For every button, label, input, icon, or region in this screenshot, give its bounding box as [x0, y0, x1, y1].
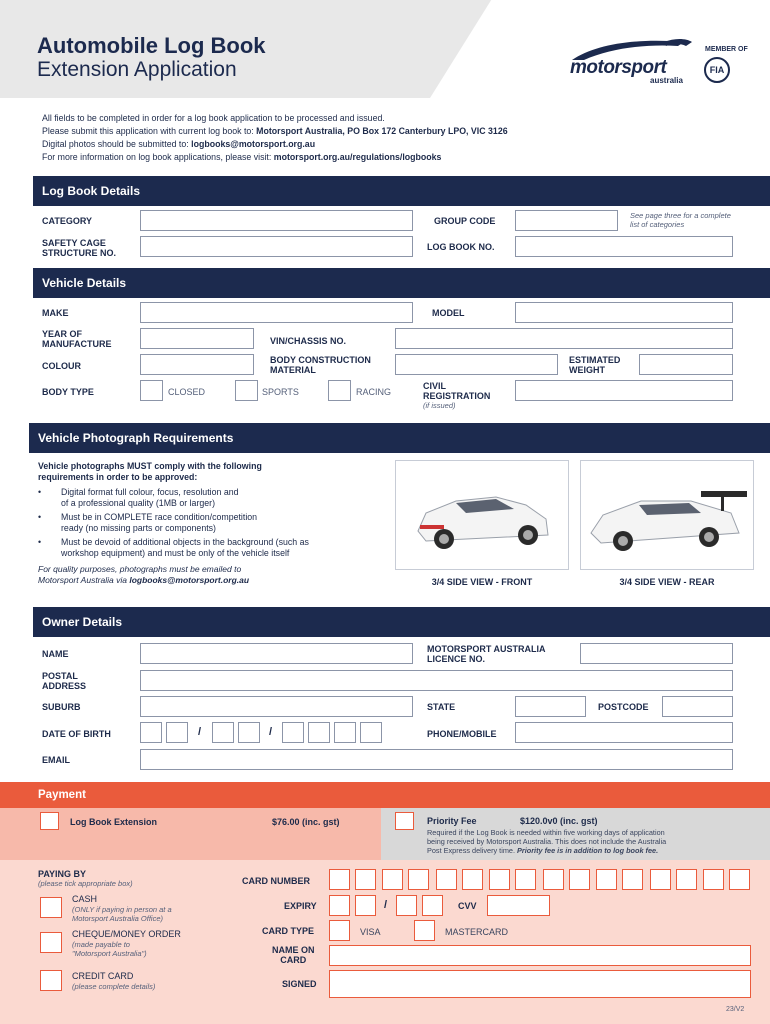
- year-field[interactable]: [140, 328, 254, 349]
- log-book-details-header: Log Book Details: [33, 176, 770, 206]
- make-label: MAKE: [42, 308, 69, 318]
- postal-address-label: POSTAL ADDRESS: [42, 671, 87, 691]
- if-issued-note: (if issued): [423, 401, 456, 410]
- cheque-label: CHEQUE/MONEY ORDER: [72, 929, 181, 939]
- estimated-weight-label: ESTIMATED WEIGHT: [569, 355, 621, 375]
- colour-field[interactable]: [140, 354, 254, 375]
- dob-month-2[interactable]: [238, 722, 260, 743]
- member-of-label: MEMBER OF: [705, 46, 748, 53]
- phone-field[interactable]: [515, 722, 733, 743]
- racing-checkbox[interactable]: [328, 380, 351, 401]
- safety-cage-field[interactable]: [140, 236, 413, 257]
- expiry-year-1[interactable]: [396, 895, 417, 916]
- dob-slash-1: /: [198, 726, 202, 738]
- mastercard-label: MASTERCARD: [445, 927, 509, 937]
- expiry-slash: /: [384, 899, 388, 911]
- postcode-field[interactable]: [662, 696, 733, 717]
- estimated-weight-field[interactable]: [639, 354, 733, 375]
- expiry-month-2[interactable]: [355, 895, 376, 916]
- front-car-image: [396, 461, 568, 569]
- expiry-year-2[interactable]: [422, 895, 443, 916]
- rear-car-image: [581, 461, 753, 569]
- suburb-label: SUBURB: [42, 702, 81, 712]
- safety-cage-label: SAFETY CAGE STRUCTURE NO.: [42, 238, 116, 258]
- credit-card-label: CREDIT CARD: [72, 971, 134, 981]
- year-label: YEAR OF MANUFACTURE: [42, 329, 112, 349]
- expiry-month-1[interactable]: [329, 895, 350, 916]
- card-digit-12[interactable]: [622, 869, 643, 890]
- card-digit-8[interactable]: [515, 869, 536, 890]
- fia-logo: FIA: [704, 57, 730, 83]
- priority-fee-label: Priority Fee: [427, 816, 477, 826]
- card-digit-16[interactable]: [729, 869, 750, 890]
- paying-by-label: PAYING BY: [38, 869, 87, 879]
- log-book-extension-checkbox[interactable]: [40, 812, 59, 830]
- category-field[interactable]: [140, 210, 413, 231]
- caption-rear: 3/4 SIDE VIEW - REAR: [619, 577, 715, 587]
- dob-day-2[interactable]: [166, 722, 188, 743]
- dob-year-1[interactable]: [282, 722, 304, 743]
- photo-quality-note: For quality purposes, photographs must be emailed to Motorsport Australia via logbooks@motorsport.org.au: [38, 564, 250, 585]
- card-digit-3[interactable]: [382, 869, 403, 890]
- model-field[interactable]: [515, 302, 733, 323]
- body-type-label: BODY TYPE: [42, 387, 94, 397]
- postcode-label: POSTCODE: [598, 702, 649, 712]
- card-digit-4[interactable]: [408, 869, 429, 890]
- body-construction-field[interactable]: [395, 354, 558, 375]
- civil-registration-label: CIVIL REGISTRATION: [423, 381, 491, 401]
- vin-label: VIN/CHASSIS NO.: [270, 336, 347, 346]
- colour-label: COLOUR: [42, 361, 81, 371]
- form-title: Automobile Log Book: [37, 33, 266, 58]
- visa-checkbox[interactable]: [329, 920, 350, 941]
- make-field[interactable]: [140, 302, 413, 323]
- dob-slash-2: /: [269, 726, 273, 738]
- signature-field[interactable]: [329, 970, 751, 998]
- cvv-label: CVV: [458, 901, 477, 911]
- mastercard-checkbox[interactable]: [414, 920, 435, 941]
- postal-address-field[interactable]: [140, 670, 733, 691]
- caption-front: 3/4 SIDE VIEW - FRONT: [431, 577, 533, 587]
- vin-field[interactable]: [395, 328, 733, 349]
- credit-card-note: (please complete details): [72, 982, 156, 991]
- log-book-no-label: LOG BOOK NO.: [427, 242, 495, 252]
- intro-line-3: Digital photos should be submitted to: logbooks@motorsport.org.au: [42, 139, 316, 149]
- log-book-extension-label: Log Book Extension: [70, 817, 158, 827]
- civil-registration-field[interactable]: [515, 380, 733, 401]
- cheque-checkbox[interactable]: [40, 932, 62, 953]
- vehicle-details-header: Vehicle Details: [33, 268, 770, 298]
- photo-intro: Vehicle photographs MUST comply with the following requirements in order to be approved:: [38, 461, 262, 482]
- owner-details-header: Owner Details: [33, 607, 770, 637]
- photo-bullets: [38, 487, 378, 559]
- model-label: MODEL: [432, 308, 465, 318]
- cash-note: (ONLY if paying in person at a Motorsport Australia Office): [72, 905, 172, 923]
- card-type-label: CARD TYPE: [262, 926, 315, 936]
- cheque-note: (made payable to "Motorsport Australia"): [72, 940, 147, 958]
- name-label: NAME: [42, 649, 69, 659]
- tick-note: (please tick appropriate box): [38, 879, 133, 888]
- logo-subword: australia: [650, 76, 683, 85]
- closed-label: CLOSED: [168, 387, 206, 397]
- card-digit-1[interactable]: [329, 869, 350, 890]
- intro-line-4: For more information on log book applications, please visit: motorsport.org.au/regulations/logbooks: [42, 152, 442, 162]
- email-label: EMAIL: [42, 755, 70, 765]
- photo-front-frame: [395, 460, 569, 570]
- signed-label: SIGNED: [282, 979, 317, 989]
- licence-field[interactable]: [580, 643, 733, 664]
- suburb-field[interactable]: [140, 696, 413, 717]
- card-digit-11[interactable]: [596, 869, 617, 890]
- phone-label: PHONE/MOBILE: [427, 729, 497, 739]
- priority-fee-note: Required if the Log Book is needed within five working days of application being received by Motorsport Australia. This does not include the Australia Post Express delivery time. Priority fee is in addition to log book fee.: [427, 828, 667, 855]
- sports-label: SPORTS: [262, 387, 299, 397]
- card-digit-15[interactable]: [703, 869, 724, 890]
- dob-label: DATE OF BIRTH: [42, 729, 111, 739]
- payment-header: Payment: [0, 782, 770, 808]
- sports-checkbox[interactable]: [235, 380, 258, 401]
- form-subtitle: Extension Application: [37, 58, 237, 81]
- state-field[interactable]: [515, 696, 586, 717]
- photo-rear-frame: [580, 460, 754, 570]
- card-digit-14[interactable]: [676, 869, 697, 890]
- group-code-label: GROUP CODE: [434, 216, 496, 226]
- licence-label: MOTORSPORT AUSTRALIA LICENCE NO.: [427, 644, 546, 664]
- closed-checkbox[interactable]: [140, 380, 163, 401]
- card-digit-13[interactable]: [650, 869, 671, 890]
- name-on-card-field[interactable]: [329, 945, 751, 966]
- card-digit-7[interactable]: [489, 869, 510, 890]
- dob-year-4[interactable]: [360, 722, 382, 743]
- dob-day-1[interactable]: [140, 722, 162, 743]
- photo-bullet-3: • Must be devoid of additional objects in the background (such as workshop equipment) and must be only of the vehicle itself: [38, 537, 309, 558]
- card-digit-2[interactable]: [355, 869, 376, 890]
- card-digit-10[interactable]: [569, 869, 590, 890]
- email-field[interactable]: [140, 749, 733, 770]
- name-field[interactable]: [140, 643, 413, 664]
- cvv-field[interactable]: [487, 895, 550, 916]
- dob-month-1[interactable]: [212, 722, 234, 743]
- group-code-note: See page three for a complete list of categories: [630, 211, 731, 229]
- card-digit-6[interactable]: [462, 869, 483, 890]
- card-number-label: CARD NUMBER: [242, 876, 310, 886]
- dob-year-3[interactable]: [334, 722, 356, 743]
- photo-requirements-header: Vehicle Photograph Requirements: [29, 423, 770, 453]
- photo-bullet-2: • Must be in COMPLETE race condition/competition ready (no missing parts or components): [38, 512, 258, 533]
- intro-text: [42, 112, 742, 164]
- card-digit-5[interactable]: [436, 869, 457, 890]
- category-label: CATEGORY: [42, 216, 93, 226]
- log-book-no-field[interactable]: [515, 236, 733, 257]
- racing-label: RACING: [356, 387, 392, 397]
- cash-checkbox[interactable]: [40, 897, 62, 918]
- expiry-label: EXPIRY: [284, 901, 317, 911]
- dob-year-2[interactable]: [308, 722, 330, 743]
- credit-card-checkbox[interactable]: [40, 970, 62, 991]
- log-book-extension-price: $76.00 (inc. gst): [272, 817, 340, 827]
- intro-line-1: All fields to be completed in order for a log book application to be processed and issued.: [42, 113, 385, 123]
- card-digit-9[interactable]: [543, 869, 564, 890]
- photo-bullet-1: • Digital format full colour, focus, resolution and of a professional quality (1MB or larger): [38, 487, 239, 508]
- priority-fee-checkbox[interactable]: [395, 812, 414, 830]
- group-code-field[interactable]: [515, 210, 618, 231]
- intro-line-2: Please submit this application with current log book to: Motorsport Australia, PO Box 172 Canterbury LPO, VIC 3126: [42, 126, 508, 136]
- logo-wordmark: motorsport: [570, 57, 667, 78]
- version-footer: 23/V2: [726, 1006, 745, 1013]
- body-construction-label: BODY CONSTRUCTION MATERIAL: [270, 355, 371, 375]
- cash-label: CASH: [72, 894, 98, 904]
- state-label: STATE: [427, 702, 456, 712]
- visa-label: VISA: [360, 927, 381, 937]
- name-on-card-label: NAME ON CARD: [272, 945, 315, 965]
- priority-fee-price: $120.0v0 (inc. gst): [520, 816, 598, 826]
